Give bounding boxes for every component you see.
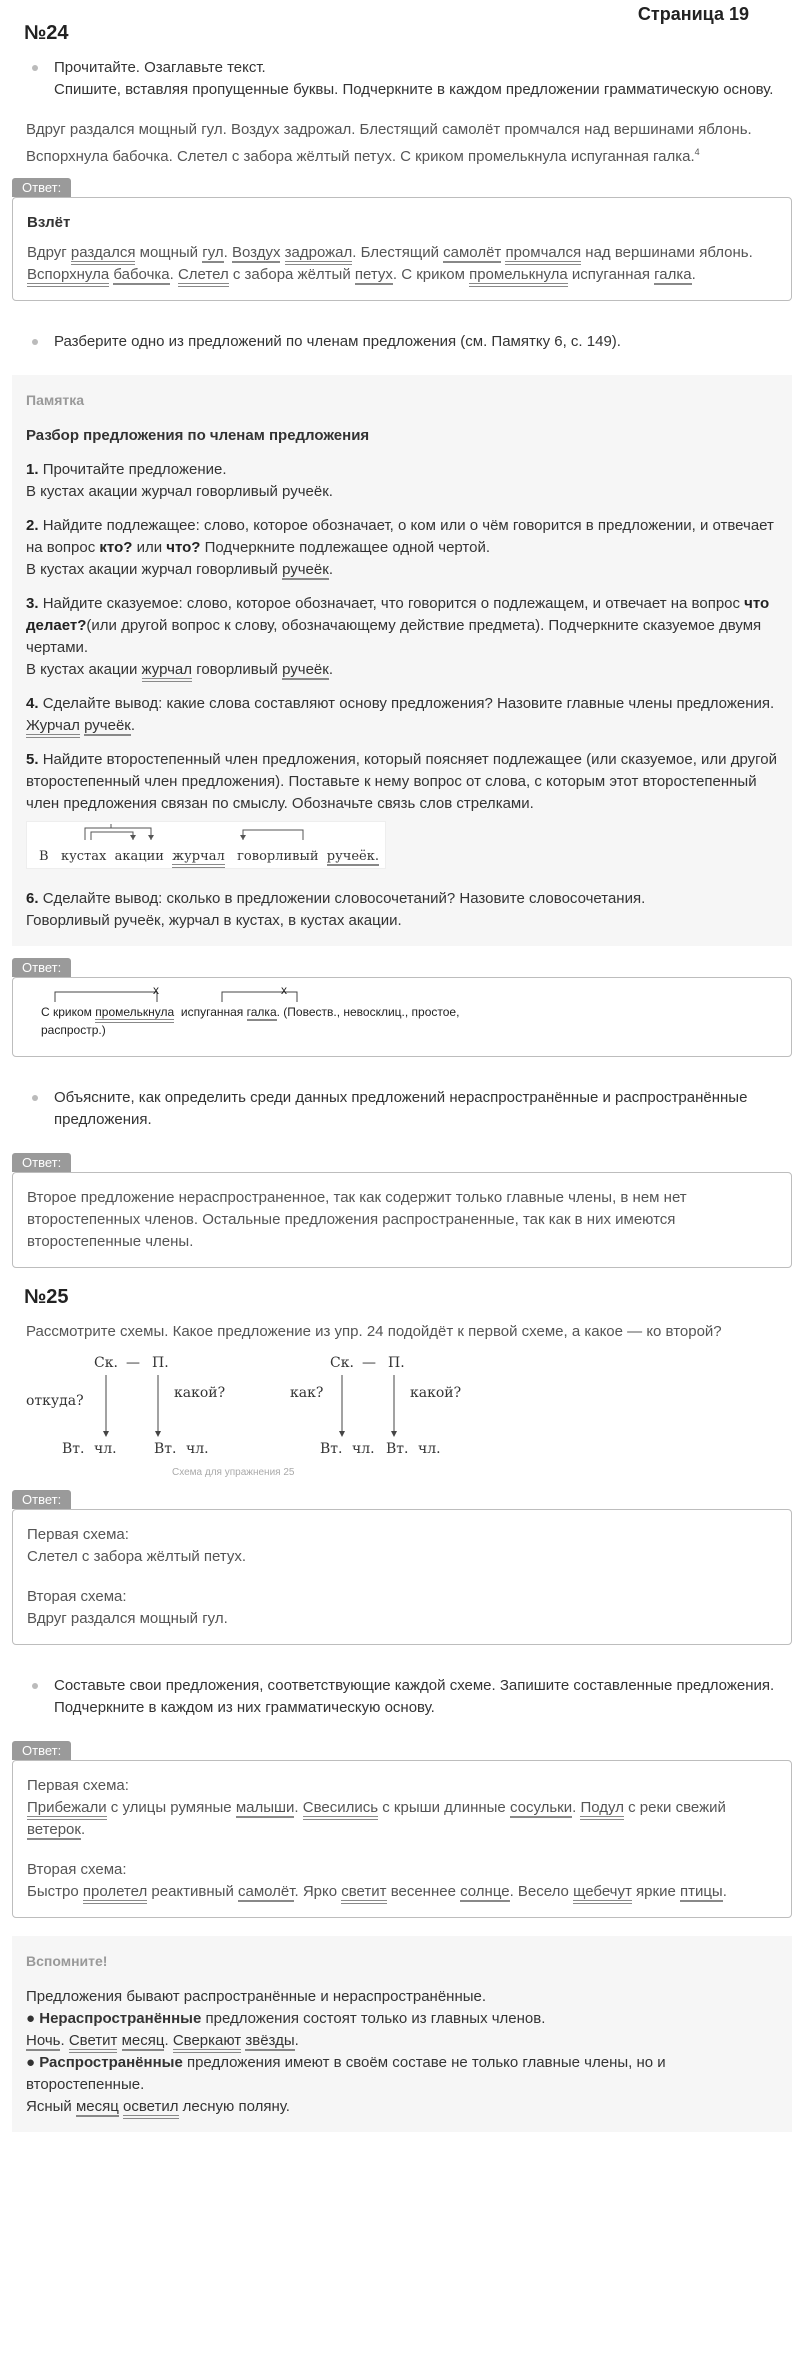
ex24-task1: Прочитайте. Озаглавьте текст. Спишите, вставляя пропущенные буквы. Подчеркните в каждом предложении грамматическую основу. [24,57,792,101]
ex25-task1: Рассмотрите схемы. Какое предложение из упр. 24 подойдёт к первой схеме, а какое — ко второй? [26,1323,722,1340]
memo-step-2: 2. Найдите подлежащее: слово, которое обозначает, о ком или о чём говорится в предложении, и отвечает на вопрос кто? или что? Подчеркните подлежащее одной чертой. В кустах акации журчал говорливый ручеёк. [26,517,774,578]
remember-block [12,1936,792,2132]
memo-step-5: 5. Найдите второстепенный член предложения, который поясняет подлежащее (или сказуемое, или другой второстепенный член предложения). Поставьте к нему вопрос от слова, с которым этот второстепенный член предложения связан по смыслу. Обозначьте связь слов стрелками. [26,751,778,812]
memo-title: Разбор предложения по членам предложения [26,427,370,444]
ex24-text: Вдруг раздался мощный гул. Воздух задрожал. Блестящий самолёт промчался над вершинами яблонь. Вспорхнула бабочка. Слетел с забора жёлтый петух. С криком промелькнула испуганная галка.$^4$ [26,121,752,165]
answer-box: Первая схема: Слетел с забора жёлтый петух. Вторая схема: Вдруг раздался мощный гул. [12,1509,792,1645]
ex25-answer2 [12,1741,792,1918]
memo-step-3: 3. Найдите сказуемое: слово, которое обозначает, что говорится о подлежащем, и отвечает на вопрос что делает?(или другой вопрос к слову, обозначающему действие предмета). Подчеркните сказуемое двумя чертами. В кустах акации журчал говорливый ручеёк. [26,593,778,681]
memo-step-4: 4. Сделайте вывод: какие слова составляют основу предложения? Назовите главные члены предложения. Журчал ручеёк. [26,693,778,737]
arrows-svg [33,824,383,842]
memo-step-1: 1. Прочитайте предложение. В кустах акации журчал говорливый ручеёк. [26,461,333,500]
ex24-task2: Разберите одно из предложений по членам предложения (см. Памятку 6, с. 149). [24,331,792,353]
answer2-line1: С криком промелькнула испуганная галка. (Повеств., невосклиц., простое, [41,1004,459,1020]
answer-box: x x С криком промелькнула испуганная галка. (Повеств., невосклиц., простое, распростр.) [12,977,792,1057]
ex25-answer1 [12,1490,792,1645]
memo-step-6: 6. Сделайте вывод: сколько в предложении словосочетаний? Назовите словосочетания. Говорливый ручеёк, журчал в кустах, в кустах акации. [26,890,646,929]
scheme-diagram: Ск. — П. откуда? какой? Вт. чл. Вт. чл. Ск. — П. как? какой? Вт. чл. Вт. чл. [26,1353,792,1463]
answer-tag: Ответ: [12,1490,71,1509]
exercise-25-title: №25 [24,1286,69,1308]
page-number: Страница 19 [637,4,749,24]
diagram-words: В кустах акации журчал говорливый ручеёк. [39,846,379,868]
answer-tag: Ответ: [12,958,71,977]
ex24-answer2 [12,958,792,1057]
answer-tag: Ответ: [12,1741,71,1760]
answer2-arrows [27,982,507,1002]
remember-line1: Предложения бывают распространённые и нераспространённые. [26,1988,487,2005]
memo-label: Памятка [26,392,85,408]
answer-box [12,1172,792,1268]
answer-tag: Ответ: [12,178,71,197]
answer-title: Взлёт [27,214,71,231]
remember-example1: Ночь. Светит месяц. Сверкают звёзды. [26,2030,778,2052]
ex25-task2: Составьте свои предложения, соответствующие каждой схеме. Запишите составленные предложения. Подчеркните в каждом из них грамматическую основу. [24,1675,792,1719]
remember-bullet1: ● Нераспространённые предложения состоят только из главных членов. [26,2010,546,2027]
ex24-answer3 [12,1153,792,1268]
answer3-text: Второе предложение нераспространенное, так как содержит только главные члены, в нем нет второстепенных членов. Остальные предложения распространенные, так как в них имеются второстепенные члены. [27,1189,687,1250]
answer-text: Вдруг раздался мощный гул. Воздух задрожал. Блестящий самолёт промчался над вершинами яблонь. Вспорхнула бабочка. Слетел с забора жёлтый петух. С криком промелькнула испуганная галка. [27,242,777,286]
answer-box: Первая схема: Прибежали с улицы румяные малыши. Свесились с крыши длинные сосульки. Подул с реки свежий ветерок. Вторая схема: Быстро пролетел реактивный самолёт. Ярко светит весеннее солнце. Весело щебечут яркие птицы. [12,1760,792,1918]
ex24-answer1 [12,178,792,301]
exercise-24-title: №24 [24,22,69,44]
remember-bullet2: ● Распространённые предложения имеют в своём составе не только главные члены, но и второстепенные. [26,2054,666,2093]
ex24-task3: Объясните, как определить среди данных предложений нераспространённые и распространённые предложения. [24,1087,792,1131]
arrows-diagram [26,821,386,869]
answer-box [12,197,792,301]
scheme-caption: Схема для упражнения 25 [172,1467,295,1478]
memo-block [12,375,792,946]
remember-example2: Ясный месяц осветил лесную поляну. [26,2096,778,2118]
answer2-line2: распростр.) [41,1023,106,1037]
remember-label: Вспомните! [26,1953,108,1969]
answer-tag: Ответ: [12,1153,71,1172]
